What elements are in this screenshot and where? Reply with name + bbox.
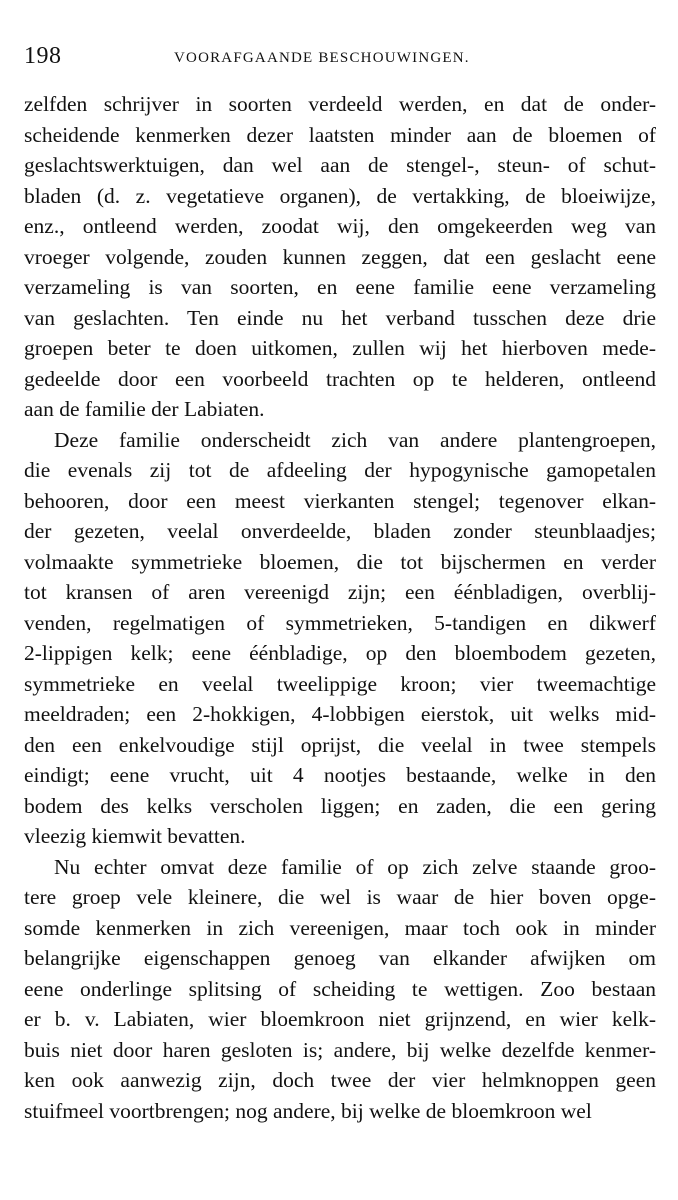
text-line: eindigt; eene vrucht, uit 4 nootjes bestaande, welke in den [24, 763, 656, 787]
text-line: 2-lippigen kelk; eene éénbladige, op den bloembodem gezeten, [24, 641, 656, 665]
text-line: er b. v. Labiaten, wier bloemkroon niet grijnzend, en wier kelk- [24, 1007, 656, 1031]
text-line: bodem des kelks verscholen liggen; en zaden, die een gering [24, 793, 656, 818]
text-line: aan de familie der Labiaten. [24, 397, 265, 421]
text-line: belangrijke eigenschappen genoeg van elkander afwijken om [24, 946, 656, 970]
text-line: volmaakte symmetrieke bloemen, die tot bijschermen en verder [24, 549, 656, 574]
text-line: gedeelde door een voorbeeld trachten op te helderen, ontleend [24, 366, 656, 391]
text-line: venden, regelmatigen of symmetrieken, 5-tandigen en dikwerf [24, 610, 656, 635]
text-line: die evenals zij tot de afdeeling der hypogynische gamopetalen [24, 458, 656, 482]
text-line: ken ook aanwezig zijn, doch twee der vier helmknoppen geen [24, 1068, 656, 1092]
text-line: der gezeten, veelal onverdeelde, bladen zonder steunblaadjes; [24, 519, 656, 543]
text-line: vroeger volgende, zouden kunnen zeggen, dat een geslacht eene [24, 244, 656, 269]
text-line: groepen beter te doen uitkomen, zullen wij het hierboven mede- [24, 336, 656, 360]
text-line: zelfden schrijver in soorten verdeeld werden, en dat de onder- [24, 92, 656, 116]
text-line: vleezig kiemwit bevatten. [24, 824, 246, 848]
text-line: geslachtswerktuigen, dan wel aan de stengel-, steun- of schut- [24, 153, 656, 177]
text-line: symmetrieke en veelal tweelippige kroon; vier tweemachtige [24, 671, 656, 696]
text-line: tere groep vele kleinere, die wel is waar de hier boven opge- [24, 885, 656, 909]
text-line: van geslachten. Ten einde nu het verband tusschen deze drie [24, 305, 656, 330]
paragraph [24, 425, 656, 852]
text-line: Nu echter omvat deze familie of op zich zelve staande groo- [54, 854, 656, 879]
page-header [24, 40, 656, 72]
page-number: 198 [24, 43, 62, 69]
text-line: eene onderlinge splitsing of scheiding te wettigen. Zoo bestaan [24, 976, 656, 1001]
body-text [24, 89, 656, 1126]
text-line: tot kransen of aren vereenigd zijn; een éénbladigen, overblij- [24, 580, 656, 604]
text-line: buis niet door haren gesloten is; andere, bij welke dezelfde kenmer- [24, 1037, 656, 1062]
text-line: somde kenmerken in zich vereenigen, maar toch ook in minder [24, 915, 656, 940]
text-line: enz., ontleend werden, zoodat wij, den omgekeerden weg van [24, 214, 656, 238]
text-line: scheidende kenmerken dezer laatsten minder aan de bloemen of [24, 122, 656, 147]
text-line: behooren, door een meest vierkanten stengel; tegenover elkan- [24, 488, 656, 513]
text-line: meeldraden; een 2-hokkigen, 4-lobbigen eierstok, uit welks mid- [24, 702, 656, 726]
text-line: verzameling is van soorten, en eene familie eene verzameling [24, 275, 656, 299]
paragraph [24, 852, 656, 1127]
running-head: VOORAFGAANDE BESCHOUWINGEN. [174, 50, 470, 66]
text-line: Deze familie onderscheidt zich van andere plantengroepen, [54, 427, 656, 452]
text-line: den een enkelvoudige stijl oprijst, die veelal in twee stempels [24, 732, 656, 757]
text-line: stuifmeel voortbrengen; nog andere, bij welke de bloemkroon wel [24, 1098, 592, 1123]
paragraph [24, 89, 656, 425]
text-line: bladen (d. z. vegetatieve organen), de vertakking, de bloeiwijze, [24, 183, 656, 208]
